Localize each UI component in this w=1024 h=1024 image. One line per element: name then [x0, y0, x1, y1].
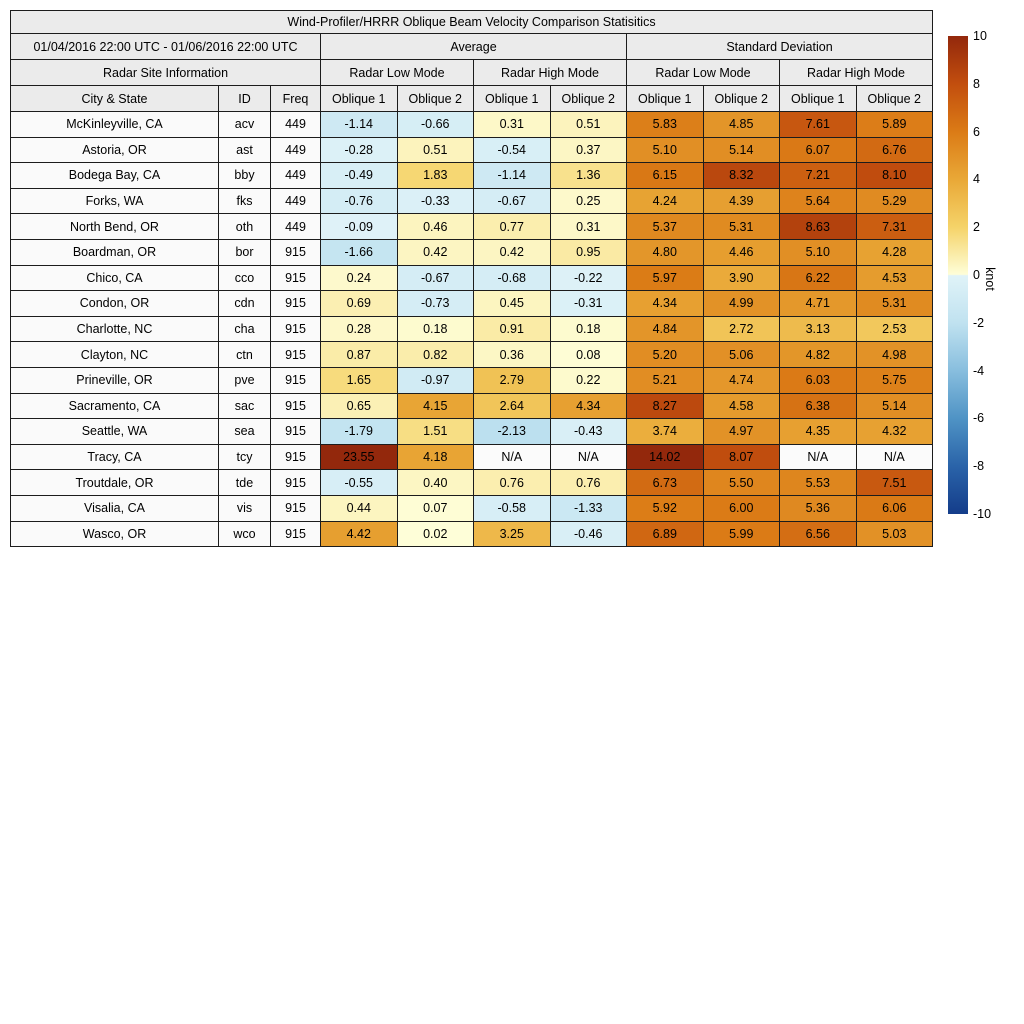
value-cell: 0.76	[550, 470, 627, 496]
value-cell: 0.42	[474, 239, 551, 265]
city-cell: Seattle, WA	[11, 419, 219, 445]
freq-cell: 915	[271, 291, 321, 317]
column-header-row	[11, 86, 933, 112]
column-header-oblique: Oblique 2	[550, 86, 627, 112]
table-row	[11, 495, 933, 521]
id-cell: fks	[219, 188, 271, 214]
freq-cell: 449	[271, 163, 321, 189]
value-cell: 5.92	[627, 495, 704, 521]
value-cell: -2.13	[474, 419, 551, 445]
table-row	[11, 188, 933, 214]
mode-header-std-low: Radar Low Mode	[627, 60, 780, 86]
id-cell: bor	[219, 239, 271, 265]
value-cell: 5.31	[703, 214, 780, 240]
column-header-city: City & State	[11, 86, 219, 112]
value-cell: 6.06	[856, 495, 933, 521]
value-cell: 1.36	[550, 163, 627, 189]
freq-cell: 915	[271, 265, 321, 291]
value-cell: 6.15	[627, 163, 704, 189]
city-cell: Troutdale, OR	[11, 470, 219, 496]
colorbar-tick-label: 0	[973, 268, 980, 282]
value-cell: 5.21	[627, 367, 704, 393]
value-cell: 6.07	[780, 137, 857, 163]
freq-cell: 915	[271, 444, 321, 470]
value-cell: 0.51	[550, 112, 627, 138]
value-cell: -0.46	[550, 521, 627, 547]
value-cell: -0.73	[397, 291, 474, 317]
value-cell: 8.63	[780, 214, 857, 240]
value-cell: 0.02	[397, 521, 474, 547]
value-cell: 5.10	[780, 239, 857, 265]
city-cell: Clayton, NC	[11, 342, 219, 368]
colorbar-tick-label: -8	[973, 459, 985, 474]
value-cell: -1.79	[321, 419, 398, 445]
colorbar-tick-label: 8	[973, 76, 980, 91]
freq-cell: 915	[271, 239, 321, 265]
colorbar-tick-label: 10	[973, 29, 987, 43]
value-cell: -0.33	[397, 188, 474, 214]
value-cell: 0.40	[397, 470, 474, 496]
value-cell: 4.35	[780, 419, 857, 445]
value-cell: -0.43	[550, 419, 627, 445]
value-cell: 4.28	[856, 239, 933, 265]
value-cell: -1.33	[550, 495, 627, 521]
value-cell: N/A	[550, 444, 627, 470]
table-row	[11, 137, 933, 163]
id-cell: cha	[219, 316, 271, 342]
value-cell: N/A	[856, 444, 933, 470]
value-cell: 4.97	[703, 419, 780, 445]
group-header-stddev: Standard Deviation	[627, 34, 933, 60]
value-cell: -0.97	[397, 367, 474, 393]
value-cell: -0.28	[321, 137, 398, 163]
colorbar-gradient	[948, 36, 968, 514]
value-cell: 6.00	[703, 495, 780, 521]
date-range-cell: 01/04/2016 22:00 UTC - 01/06/2016 22:00 UTC	[11, 34, 321, 60]
value-cell: -0.76	[321, 188, 398, 214]
title-row	[11, 11, 933, 34]
value-cell: 5.20	[627, 342, 704, 368]
table-row	[11, 419, 933, 445]
table-row	[11, 521, 933, 547]
value-cell: 5.50	[703, 470, 780, 496]
value-cell: -0.49	[321, 163, 398, 189]
id-cell: tcy	[219, 444, 271, 470]
value-cell: 0.28	[321, 316, 398, 342]
value-cell: 6.56	[780, 521, 857, 547]
city-cell: Boardman, OR	[11, 239, 219, 265]
value-cell: 6.89	[627, 521, 704, 547]
table-row	[11, 265, 933, 291]
value-cell: 4.85	[703, 112, 780, 138]
id-cell: wco	[219, 521, 271, 547]
city-cell: Bodega Bay, CA	[11, 163, 219, 189]
value-cell: 4.98	[856, 342, 933, 368]
value-cell: 7.61	[780, 112, 857, 138]
id-cell: vis	[219, 495, 271, 521]
table-row	[11, 470, 933, 496]
value-cell: 4.99	[703, 291, 780, 317]
value-cell: 0.51	[397, 137, 474, 163]
column-header-oblique: Oblique 2	[397, 86, 474, 112]
value-cell: 0.07	[397, 495, 474, 521]
value-cell: 6.76	[856, 137, 933, 163]
value-cell: 5.53	[780, 470, 857, 496]
column-header-oblique: Oblique 1	[627, 86, 704, 112]
column-header-oblique: Oblique 1	[474, 86, 551, 112]
value-cell: 0.91	[474, 316, 551, 342]
mode-header-avg-high: Radar High Mode	[474, 60, 627, 86]
city-cell: Wasco, OR	[11, 521, 219, 547]
colorbar-unit-label: knot	[983, 267, 997, 291]
value-cell: 2.72	[703, 316, 780, 342]
value-cell: 0.08	[550, 342, 627, 368]
value-cell: 0.31	[550, 214, 627, 240]
value-cell: -0.31	[550, 291, 627, 317]
column-header-oblique: Oblique 2	[856, 86, 933, 112]
value-cell: 0.87	[321, 342, 398, 368]
value-cell: 2.53	[856, 316, 933, 342]
value-cell: 0.25	[550, 188, 627, 214]
freq-cell: 449	[271, 137, 321, 163]
value-cell: 5.29	[856, 188, 933, 214]
city-cell: Forks, WA	[11, 188, 219, 214]
value-cell: 4.18	[397, 444, 474, 470]
column-header-oblique: Oblique 1	[321, 86, 398, 112]
value-cell: 0.24	[321, 265, 398, 291]
colorbar-tick-label: -2	[973, 315, 985, 330]
value-cell: 0.22	[550, 367, 627, 393]
colorbar	[948, 29, 997, 521]
table-row	[11, 214, 933, 240]
value-cell: 5.06	[703, 342, 780, 368]
table-row	[11, 393, 933, 419]
table-row	[11, 163, 933, 189]
id-cell: ast	[219, 137, 271, 163]
value-cell: 3.74	[627, 419, 704, 445]
table-row	[11, 112, 933, 138]
freq-cell: 449	[271, 214, 321, 240]
value-cell: 6.73	[627, 470, 704, 496]
id-cell: ctn	[219, 342, 271, 368]
value-cell: 4.82	[780, 342, 857, 368]
mode-header-avg-low: Radar Low Mode	[321, 60, 474, 86]
value-cell: 0.69	[321, 291, 398, 317]
freq-cell: 915	[271, 470, 321, 496]
value-cell: -0.66	[397, 112, 474, 138]
colorbar-tick-label: 6	[973, 124, 980, 139]
value-cell: 6.03	[780, 367, 857, 393]
city-cell: McKinleyville, CA	[11, 112, 219, 138]
value-cell: 4.15	[397, 393, 474, 419]
value-cell: 0.44	[321, 495, 398, 521]
value-cell: 0.46	[397, 214, 474, 240]
id-cell: sea	[219, 419, 271, 445]
freq-cell: 915	[271, 367, 321, 393]
value-cell: 4.42	[321, 521, 398, 547]
value-cell: 6.38	[780, 393, 857, 419]
value-cell: 2.79	[474, 367, 551, 393]
value-cell: 8.10	[856, 163, 933, 189]
value-cell: -1.14	[474, 163, 551, 189]
value-cell: 0.37	[550, 137, 627, 163]
value-cell: 7.21	[780, 163, 857, 189]
id-cell: acv	[219, 112, 271, 138]
table-title: Wind-Profiler/HRRR Oblique Beam Velocity Comparison Statisitics	[11, 11, 933, 34]
site-info-header: Radar Site Information	[11, 60, 321, 86]
freq-cell: 915	[271, 419, 321, 445]
value-cell: 4.34	[550, 393, 627, 419]
value-cell: -0.55	[321, 470, 398, 496]
value-cell: -0.67	[474, 188, 551, 214]
value-cell: 5.14	[703, 137, 780, 163]
value-cell: 0.18	[397, 316, 474, 342]
mode-header-row	[11, 60, 933, 86]
value-cell: 4.84	[627, 316, 704, 342]
mode-header-std-high: Radar High Mode	[780, 60, 933, 86]
value-cell: 5.03	[856, 521, 933, 547]
value-cell: 4.24	[627, 188, 704, 214]
city-cell: Charlotte, NC	[11, 316, 219, 342]
value-cell: 5.99	[703, 521, 780, 547]
value-cell: -0.67	[397, 265, 474, 291]
value-cell: 14.02	[627, 444, 704, 470]
value-cell: 3.25	[474, 521, 551, 547]
freq-cell: 915	[271, 393, 321, 419]
value-cell: 5.89	[856, 112, 933, 138]
value-cell: 4.74	[703, 367, 780, 393]
value-cell: 5.64	[780, 188, 857, 214]
value-cell: 0.82	[397, 342, 474, 368]
column-header-freq: Freq	[271, 86, 321, 112]
city-cell: Astoria, OR	[11, 137, 219, 163]
table-row	[11, 444, 933, 470]
column-header-oblique: Oblique 1	[780, 86, 857, 112]
city-cell: Prineville, OR	[11, 367, 219, 393]
value-cell: 0.45	[474, 291, 551, 317]
colorbar-tick-label: 4	[973, 172, 980, 187]
stats-table	[10, 10, 933, 547]
table-body	[11, 112, 933, 547]
colorbar-tick-label: -4	[973, 363, 985, 378]
value-cell: 4.34	[627, 291, 704, 317]
value-cell: 0.42	[397, 239, 474, 265]
city-cell: Visalia, CA	[11, 495, 219, 521]
city-cell: Sacramento, CA	[11, 393, 219, 419]
value-cell: -0.54	[474, 137, 551, 163]
value-cell: 5.36	[780, 495, 857, 521]
value-cell: 5.37	[627, 214, 704, 240]
value-cell: -0.68	[474, 265, 551, 291]
value-cell: 4.80	[627, 239, 704, 265]
colorbar-tick-label: 2	[973, 220, 980, 235]
value-cell: 4.71	[780, 291, 857, 317]
value-cell: 4.58	[703, 393, 780, 419]
freq-cell: 449	[271, 112, 321, 138]
id-cell: tde	[219, 470, 271, 496]
group-header-row	[11, 34, 933, 60]
freq-cell: 915	[271, 342, 321, 368]
freq-cell: 915	[271, 316, 321, 342]
value-cell: 0.77	[474, 214, 551, 240]
freq-cell: 449	[271, 188, 321, 214]
group-header-average: Average	[321, 34, 627, 60]
value-cell: 0.65	[321, 393, 398, 419]
table-row	[11, 316, 933, 342]
value-cell: 8.32	[703, 163, 780, 189]
table-row	[11, 239, 933, 265]
value-cell: -0.09	[321, 214, 398, 240]
id-cell: cdn	[219, 291, 271, 317]
value-cell: 0.18	[550, 316, 627, 342]
freq-cell: 915	[271, 495, 321, 521]
id-cell: cco	[219, 265, 271, 291]
value-cell: 5.10	[627, 137, 704, 163]
city-cell: Tracy, CA	[11, 444, 219, 470]
city-cell: Chico, CA	[11, 265, 219, 291]
value-cell: N/A	[780, 444, 857, 470]
table-row	[11, 342, 933, 368]
value-cell: 5.83	[627, 112, 704, 138]
table-row	[11, 291, 933, 317]
id-cell: bby	[219, 163, 271, 189]
column-header-oblique: Oblique 2	[703, 86, 780, 112]
city-cell: Condon, OR	[11, 291, 219, 317]
value-cell: 1.65	[321, 367, 398, 393]
value-cell: 0.76	[474, 470, 551, 496]
value-cell: 0.36	[474, 342, 551, 368]
table-row	[11, 367, 933, 393]
id-cell: sac	[219, 393, 271, 419]
column-header-id: ID	[219, 86, 271, 112]
value-cell: 4.46	[703, 239, 780, 265]
value-cell: 5.14	[856, 393, 933, 419]
value-cell: 7.31	[856, 214, 933, 240]
value-cell: 1.83	[397, 163, 474, 189]
value-cell: 4.32	[856, 419, 933, 445]
value-cell: -0.22	[550, 265, 627, 291]
id-cell: oth	[219, 214, 271, 240]
value-cell: 4.39	[703, 188, 780, 214]
id-cell: pve	[219, 367, 271, 393]
value-cell: 3.13	[780, 316, 857, 342]
value-cell: 0.95	[550, 239, 627, 265]
colorbar-tick-label: -10	[973, 507, 992, 521]
value-cell: 8.27	[627, 393, 704, 419]
value-cell: -0.58	[474, 495, 551, 521]
value-cell: 1.51	[397, 419, 474, 445]
value-cell: 5.97	[627, 265, 704, 291]
value-cell: 8.07	[703, 444, 780, 470]
value-cell: N/A	[474, 444, 551, 470]
value-cell: -1.66	[321, 239, 398, 265]
value-cell: 6.22	[780, 265, 857, 291]
value-cell: 5.31	[856, 291, 933, 317]
value-cell: 4.53	[856, 265, 933, 291]
value-cell: 7.51	[856, 470, 933, 496]
freq-cell: 915	[271, 521, 321, 547]
value-cell: 0.31	[474, 112, 551, 138]
value-cell: 23.55	[321, 444, 398, 470]
city-cell: North Bend, OR	[11, 214, 219, 240]
value-cell: 2.64	[474, 393, 551, 419]
value-cell: 5.75	[856, 367, 933, 393]
value-cell: 3.90	[703, 265, 780, 291]
value-cell: -1.14	[321, 112, 398, 138]
colorbar-tick-label: -6	[973, 411, 985, 426]
